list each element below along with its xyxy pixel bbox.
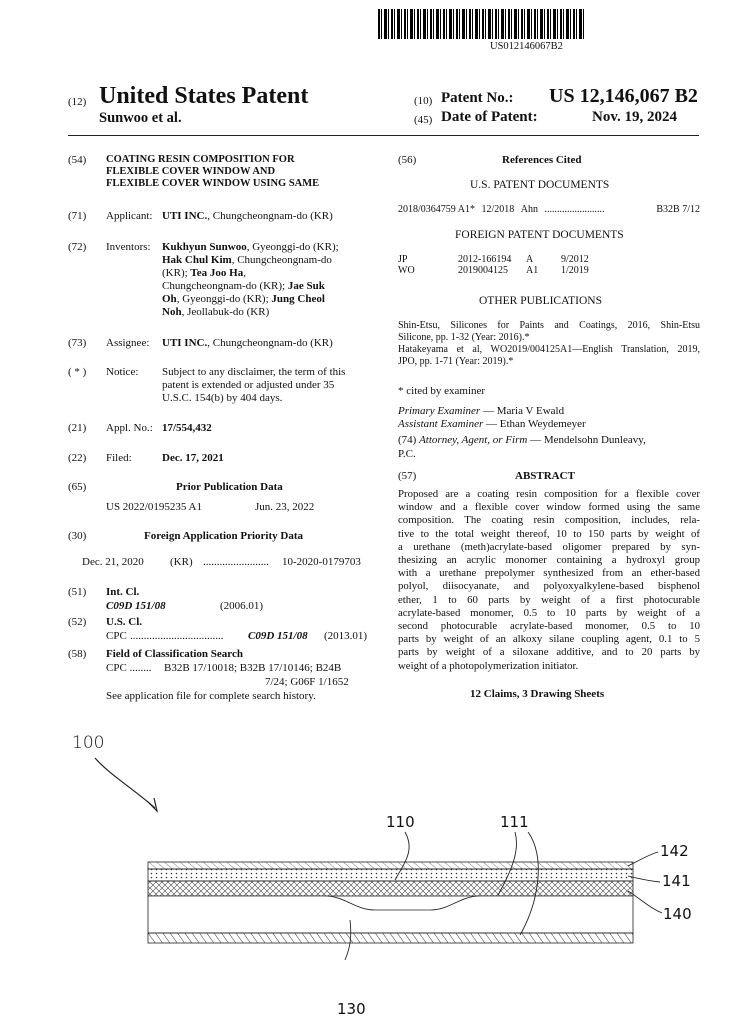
us-cl-code: (52)	[68, 616, 87, 628]
substrate-110	[148, 896, 633, 933]
us-cl-class: C09D 151/08	[248, 630, 308, 642]
fig-label-141: 141	[662, 872, 691, 890]
filed-date: Dec. 17, 2021	[162, 452, 224, 464]
leader-110	[395, 832, 409, 880]
fig-label-111: 111	[500, 813, 529, 831]
other-pub-line: Shin-Etsu, Silicones for Paints and Coatings, 2016, Shin-Etsu	[398, 320, 700, 331]
assignee-label: Assignee:	[106, 337, 150, 349]
inventor-name: Noh	[162, 306, 182, 318]
assistant-examiner	[398, 418, 586, 431]
us-doc-date: 12/2018	[481, 204, 515, 215]
leader-130	[345, 920, 351, 960]
appl-label: Appl. No.:	[106, 422, 153, 434]
leader-141	[628, 876, 660, 882]
notice-line: patent is extended or adjusted under 35	[162, 379, 335, 391]
primary-examiner-name: — Maria V Ewald	[480, 405, 565, 417]
us-docs-heading: U.S. PATENT DOCUMENTS	[470, 179, 610, 191]
foreign-doc-number: 2019004125	[458, 265, 508, 276]
int-cl-label: Int. Cl.	[106, 586, 140, 598]
inventors-list	[162, 241, 368, 319]
attorney	[398, 434, 646, 447]
other-pub-line: Silicone, pp. 1-32 (Year: 2016).*	[398, 332, 530, 343]
us-cl-label: U.S. Cl.	[106, 616, 143, 628]
assignee-value	[162, 337, 333, 350]
foreign-doc-row	[398, 264, 700, 276]
us-doc-kind: A1*	[457, 204, 475, 215]
title-line-2: FLEXIBLE COVER WINDOW AND	[106, 166, 276, 177]
field-search-line-2: 7/24; G06F 1/1652	[265, 676, 349, 688]
assistant-examiner-name: — Ethan Weydemeyer	[483, 418, 586, 430]
us-cl-year: (2013.01)	[324, 630, 368, 642]
layer-142	[148, 862, 633, 869]
applicant-location: , Chungcheongnam-do (KR)	[207, 210, 333, 222]
filed-code: (22)	[68, 452, 87, 464]
us-doc-inventor: Ahn	[520, 204, 538, 215]
abstract-heading: ABSTRACT	[515, 470, 575, 482]
header-rule	[68, 135, 699, 136]
inventor-location: Chungcheongnam-do (KR);	[162, 280, 288, 292]
inventor-location: , Gyeonggi-do (KR);	[246, 241, 339, 253]
abstract-line: acrylate-based monomer, 0.5 to 10 parts by weight of a	[398, 606, 700, 619]
inventor-name: Jung Cheol	[271, 293, 325, 305]
notice-line: Subject to any disclaimer, the term of this	[162, 366, 346, 378]
notice-code: ( * )	[68, 366, 87, 378]
barcode-number: US012146067B2	[490, 41, 563, 52]
layer-141	[148, 869, 633, 881]
foreign-priority-dots: ........................	[203, 556, 269, 568]
other-pubs-text	[398, 320, 700, 368]
assistant-examiner-label: Assistant Examiner	[398, 418, 484, 430]
fig-label-130: 130	[337, 1000, 366, 1018]
inventor-location: (KR);	[162, 267, 191, 279]
foreign-priority-number: 10-2020-0179703	[282, 556, 361, 568]
fig-label-110: 110	[386, 813, 415, 831]
layer-130	[148, 933, 633, 943]
abstract-line: a urethane (meth)acrylate-based oligomer prepared by syn-	[398, 540, 700, 553]
attorney-line-2: P.C.	[398, 448, 416, 460]
field-search-prefix: CPC ........	[106, 662, 152, 674]
int-cl-year: (2006.01)	[220, 600, 264, 612]
inventor-name: Hak Chul Kim	[162, 254, 232, 266]
us-cl-cpc: CPC	[106, 630, 127, 642]
code-10: (10)	[414, 95, 433, 107]
applicant-label: Applicant:	[106, 210, 153, 222]
foreign-doc-kind: A1	[526, 265, 539, 276]
attorney-code: (74)	[398, 434, 420, 446]
prior-pub-heading: Prior Publication Data	[176, 481, 283, 493]
abstract-line: Proposed are a coating resin composition for a flexible cover	[398, 488, 700, 500]
foreign-doc-country: JP	[398, 254, 408, 265]
applicant-code: (71)	[68, 210, 87, 222]
us-doc-row	[398, 204, 700, 216]
inventors-label: Inventors:	[106, 241, 151, 253]
fig-label-100: 100	[72, 733, 105, 753]
code-45: (45)	[414, 114, 433, 126]
leader-100	[95, 758, 155, 808]
abstract-line: window and a flexible cover window formed using the same	[398, 501, 700, 514]
prior-pub-code: (65)	[68, 481, 87, 493]
prior-pub-date: Jun. 23, 2022	[255, 501, 315, 513]
foreign-doc-date: 9/2012	[561, 254, 589, 265]
applicant-value	[162, 210, 333, 223]
abstract-line: with a urethane prepolymer synthesized from an ether-based	[398, 567, 700, 580]
attorney-name: — Mendelsohn Dunleavy,	[527, 434, 646, 446]
int-cl-class: C09D 151/08	[106, 600, 166, 612]
patent-number: US 12,146,067 B2	[549, 85, 698, 107]
leader-140	[628, 891, 662, 913]
primary-examiner	[398, 405, 564, 418]
inventor-location: , Jeollabuk-do (KR)	[181, 306, 270, 318]
inventor-short: Sunwoo et al.	[99, 110, 182, 126]
title-line-1: COATING RESIN COMPOSITION FOR	[106, 154, 295, 165]
leader-111a	[498, 832, 516, 895]
foreign-docs-heading: FOREIGN PATENT DOCUMENTS	[455, 229, 624, 241]
foreign-doc-country: WO	[398, 265, 415, 276]
us-doc-number: 2018/0364759	[398, 204, 456, 215]
field-search-code: (58)	[68, 648, 87, 660]
doc-type: United States Patent	[99, 83, 309, 109]
fig-label-142: 142	[660, 842, 689, 860]
abstract-text	[398, 488, 700, 673]
field-search-label: Field of Classification Search	[106, 648, 243, 660]
inventor-location: , Gyeonggi-do (KR);	[176, 293, 272, 305]
abstract-line: parts by weight of an alkoxy silane coupling agent, 0.1 to 5	[398, 633, 700, 646]
arrowhead-100	[147, 798, 157, 811]
fig-label-140: 140	[663, 905, 692, 923]
inventor-name: Jae Suk	[287, 280, 325, 292]
abstract-line: thesizing an acrylic monomer containing a hydroxyl group	[398, 554, 700, 567]
foreign-priority-country: (KR)	[170, 556, 193, 568]
barcode	[378, 9, 586, 39]
inventor-name: Oh	[162, 293, 177, 305]
us-cl-dots: ..................................	[130, 630, 224, 642]
code-12: (12)	[68, 96, 87, 108]
abstract-line: parts by weight of a siloxane additive, and to 20 parts by	[398, 646, 700, 659]
notice-label: Notice:	[106, 366, 139, 378]
patent-no-label: Patent No.:	[441, 90, 514, 106]
notice-text	[162, 366, 345, 405]
abstract-code: (57)	[398, 470, 417, 482]
inventor-name: Kukhyun Sunwoo	[162, 241, 247, 253]
abstract-line: second photocurable acrylate-based monomer, 0.5 to 10	[398, 620, 700, 633]
inventor-name: Tea Joo Ha	[190, 267, 244, 279]
assignee-location: , Chungcheongnam-do (KR)	[207, 337, 333, 349]
cited-by-examiner: * cited by examiner	[398, 385, 486, 397]
foreign-doc-date: 1/2019	[561, 265, 589, 276]
appl-code: (21)	[68, 422, 87, 434]
foreign-doc-kind: A	[526, 254, 534, 265]
abstract-line: tive to the total weight thereof, 10 to 150 parts by weight of	[398, 527, 700, 540]
appl-number: 17/554,432	[162, 422, 212, 434]
inventor-sep: ,	[243, 267, 246, 279]
applicant-name: UTI INC.	[162, 210, 208, 222]
patent-date: Nov. 19, 2024	[592, 109, 678, 125]
abstract-line: polyol, diisocyanate, and polyoxyalkylene-based bisphenol	[398, 580, 700, 593]
foreign-priority-date: Dec. 21, 2020	[82, 556, 144, 568]
inventor-location: , Chungcheongnam-do	[231, 254, 332, 266]
other-pub-line: JPO, pp. 1-71 (Year: 2019).*	[398, 356, 514, 367]
int-cl-code: (51)	[68, 586, 87, 598]
foreign-doc-number: 2012-166194	[458, 254, 512, 265]
assignee-code: (73)	[68, 337, 87, 349]
us-doc-class: B32B 7/12	[656, 204, 700, 215]
filed-label: Filed:	[106, 452, 132, 464]
primary-examiner-label: Primary Examiner	[398, 405, 481, 417]
abstract-line: composition. The coating resin composition, includes, rela-	[398, 514, 700, 527]
notice-line: U.S.C. 154(b) by 404 days.	[162, 392, 283, 404]
claims-summary: 12 Claims, 3 Drawing Sheets	[470, 688, 605, 700]
abstract-line: weight of a photopolymerization initiator.	[398, 659, 579, 672]
abstract-line: ether, 1 to 60 parts by weight of a first photocurable	[398, 593, 700, 606]
other-pub-line: Hatakeyama et al, WO2019/004125A1—English Translation, 2019,	[398, 344, 700, 355]
field-search-line-3: See application file for complete search history.	[106, 690, 316, 702]
foreign-priority-heading: Foreign Application Priority Data	[144, 530, 303, 542]
assignee-name: UTI INC.	[162, 337, 208, 349]
us-doc-dots: ........................	[544, 204, 605, 215]
foreign-priority-code: (30)	[68, 530, 87, 542]
prior-pub-number: US 2022/0195235 A1	[106, 501, 202, 513]
leader-111b	[520, 832, 538, 935]
date-label: Date of Patent:	[441, 109, 538, 125]
title-line-3: FLEXIBLE COVER WINDOW USING SAME	[106, 178, 320, 189]
attorney-label: Attorney, Agent, or Firm	[419, 434, 528, 446]
field-search-line-1: B32B 17/10018; B32B 17/10146; B24B	[164, 662, 342, 674]
refs-heading: References Cited	[502, 154, 582, 166]
refs-code: (56)	[398, 154, 417, 166]
other-pubs-heading: OTHER PUBLICATIONS	[479, 295, 602, 307]
leader-142	[628, 852, 658, 866]
title-code: (54)	[68, 154, 87, 166]
inventors-code: (72)	[68, 241, 87, 253]
layer-140	[148, 881, 633, 896]
